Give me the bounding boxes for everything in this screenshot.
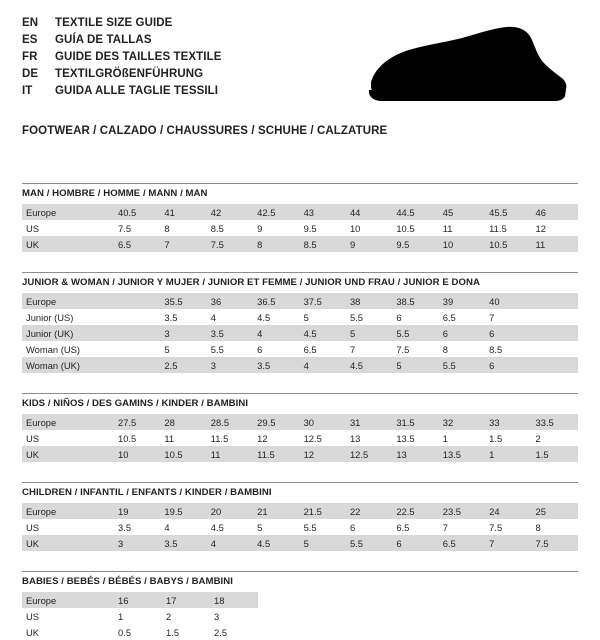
table-cell: 9 [346,236,392,252]
row-label: Europe [22,204,114,220]
category-title: FOOTWEAR / CALZADO / CHAUSSURES / SCHUHE / CALZATURE [22,125,388,137]
language-row [22,67,222,82]
table-cell: 3 [114,535,160,551]
row-label: Europe [22,592,114,608]
section-kids [22,393,578,462]
table-cell: 42.5 [253,204,299,220]
table-row [22,535,578,551]
language-code: ES [22,34,38,46]
language-title: GUIDA ALLE TAGLIE TESSILI [55,85,219,97]
table-cell: 1 [485,446,531,462]
table-cell: 5.5 [392,325,438,341]
row-label: UK [22,624,114,640]
row-label: Junior (US) [22,309,114,325]
language-row [22,16,222,31]
table-cell: 7.5 [114,220,160,236]
table-cell: 1 [114,608,162,624]
divider [22,393,578,394]
section-title: JUNIOR & WOMAN / JUNIOR Y MUJER / JUNIOR ET FEMME / JUNIOR UND FRAU / JUNIOR E DONA [22,277,480,288]
table-cell: 7 [160,236,206,252]
table-cell: 11 [439,220,485,236]
table-cell: 7 [439,519,485,535]
table-cell: 12 [253,430,299,446]
table-cell: 25 [532,503,578,519]
table-cell: 2 [532,430,578,446]
table-cell: 36.5 [253,293,299,309]
row-label: Europe [22,414,114,430]
table-cell: 3.5 [160,309,206,325]
table-cell: 8.5 [485,341,531,357]
table-cell [532,309,578,325]
language-title: GUÍA DE TALLAS [55,34,152,46]
table-cell: 1 [439,430,485,446]
table-cell: 0.5 [114,624,162,640]
table-cell: 10 [439,236,485,252]
table-cell: 10.5 [485,236,531,252]
table-cell: 24 [485,503,531,519]
table-row [22,293,578,309]
table-row [22,325,578,341]
table-cell: 12 [300,446,346,462]
table-cell: 18 [210,592,258,608]
table-cell: 4 [300,357,346,373]
language-code: IT [22,85,33,97]
language-code: EN [22,17,39,29]
table-cell: 7.5 [532,535,578,551]
table-cell [532,341,578,357]
divider [22,183,578,184]
table-cell: 6 [346,519,392,535]
table-cell: 22 [346,503,392,519]
row-label: US [22,608,114,624]
table-cell: 6 [485,325,531,341]
divider [22,272,578,273]
table-cell: 4.5 [253,309,299,325]
table-row [22,357,578,373]
section-title: MAN / HOMBRE / HOMME / MANN / MAN [22,188,208,199]
table-cell: 31 [346,414,392,430]
language-title: TEXTILGRÖßENFÜHRUNG [55,68,204,80]
table-cell: 6 [485,357,531,373]
table-cell: 37.5 [300,293,346,309]
table-cell: 30 [300,414,346,430]
table-cell: 13 [392,446,438,462]
table-cell: 35.5 [160,293,206,309]
table-row [22,309,578,325]
table-row [22,519,578,535]
table-cell: 41 [160,204,206,220]
table-cell: 6.5 [439,535,485,551]
table-cell: 21.5 [300,503,346,519]
section-junior-woman [22,272,578,373]
table-cell: 11 [160,430,206,446]
table-cell: 6 [392,309,438,325]
row-label: UK [22,446,114,462]
size-table-babies [22,592,258,640]
table-cell: 5 [160,341,206,357]
table-cell: 12.5 [346,446,392,462]
section-title: BABIES / BEBÉS / BÉBÉS / BABYS / BAMBINI [22,576,233,587]
table-cell [532,357,578,373]
section-title: CHILDREN / INFANTIL / ENFANTS / KINDER / BAMBINI [22,487,272,498]
size-table-junior-woman [22,293,578,373]
table-row [22,430,578,446]
table-cell: 7 [485,309,531,325]
row-label: UK [22,535,114,551]
language-row [22,33,222,48]
table-cell: 8 [253,236,299,252]
table-cell: 13.5 [439,446,485,462]
table-cell: 19.5 [160,503,206,519]
table-row [22,341,578,357]
table-cell: 9.5 [300,220,346,236]
table-row [22,220,578,236]
table-cell: 7.5 [392,341,438,357]
table-cell: 46 [532,204,578,220]
table-cell: 42 [207,204,253,220]
page-header [22,16,578,108]
table-cell: 4 [207,309,253,325]
table-row [22,624,258,640]
table-cell: 6.5 [114,236,160,252]
language-code: DE [22,68,39,80]
table-row [22,236,578,252]
language-title: TEXTILE SIZE GUIDE [55,17,173,29]
table-cell: 4.5 [253,535,299,551]
table-cell: 33.5 [532,414,578,430]
table-row [22,446,578,462]
table-cell: 8.5 [207,220,253,236]
table-cell: 9 [253,220,299,236]
table-cell: 6 [392,535,438,551]
table-cell: 11.5 [253,446,299,462]
section-babies [22,571,578,640]
table-cell [532,325,578,341]
table-cell: 11.5 [485,220,531,236]
table-cell: 5.5 [300,519,346,535]
divider [22,571,578,572]
row-label: Europe [22,503,114,519]
table-cell: 7 [485,535,531,551]
table-row [22,503,578,519]
table-cell: 8 [160,220,206,236]
table-cell: 36 [207,293,253,309]
section-man [22,183,578,252]
table-cell: 40 [485,293,531,309]
table-cell: 33 [485,414,531,430]
dress-shoe-icon [365,24,570,108]
size-table-man [22,204,578,252]
table-cell: 6.5 [439,309,485,325]
table-cell: 2 [162,608,210,624]
table-cell: 5.5 [346,309,392,325]
table-cell: 1.5 [162,624,210,640]
table-cell: 28.5 [207,414,253,430]
table-cell: 2.5 [210,624,258,640]
table-row [22,592,258,608]
table-cell: 3 [207,357,253,373]
table-cell: 7 [346,341,392,357]
table-row [22,608,258,624]
table-cell: 5 [300,535,346,551]
table-cell: 4.5 [300,325,346,341]
size-table-children [22,503,578,551]
table-cell: 4.5 [346,357,392,373]
table-cell [114,293,160,309]
table-cell: 32 [439,414,485,430]
table-cell: 6.5 [392,519,438,535]
table-cell: 21 [253,503,299,519]
table-cell: 10 [114,446,160,462]
table-cell: 6.5 [300,341,346,357]
row-label: US [22,220,114,236]
table-cell: 5 [392,357,438,373]
table-cell: 3 [160,325,206,341]
row-label: US [22,430,114,446]
language-title: GUIDE DES TAILLES TEXTILE [55,51,222,63]
table-cell: 11.5 [207,430,253,446]
table-cell [114,341,160,357]
table-cell: 4 [253,325,299,341]
table-cell: 1.5 [532,446,578,462]
table-cell: 8 [439,341,485,357]
table-cell: 7.5 [485,519,531,535]
table-cell: 9.5 [392,236,438,252]
table-cell: 13.5 [392,430,438,446]
table-cell [114,309,160,325]
table-cell: 31.5 [392,414,438,430]
table-row [22,204,578,220]
table-cell: 2.5 [160,357,206,373]
table-cell: 6 [439,325,485,341]
divider [22,482,578,483]
table-cell: 5 [253,519,299,535]
table-cell: 11 [532,236,578,252]
table-cell: 12.5 [300,430,346,446]
language-row [22,50,222,65]
table-cell: 28 [160,414,206,430]
table-cell: 16 [114,592,162,608]
row-label: Europe [22,293,114,309]
row-label: Woman (US) [22,341,114,357]
size-table-kids [22,414,578,462]
table-cell: 10 [346,220,392,236]
table-cell: 45.5 [485,204,531,220]
table-cell: 20 [207,503,253,519]
table-row [22,414,578,430]
section-title: KIDS / NIÑOS / DES GAMINS / KINDER / BAMBINI [22,398,249,409]
table-cell: 5 [346,325,392,341]
section-children [22,482,578,551]
table-cell: 3 [210,608,258,624]
table-cell: 12 [532,220,578,236]
table-cell: 29.5 [253,414,299,430]
table-cell: 10.5 [160,446,206,462]
table-cell [114,325,160,341]
language-row [22,84,222,99]
table-cell: 5.5 [346,535,392,551]
table-cell: 38 [346,293,392,309]
language-code: FR [22,51,38,63]
row-label: Junior (UK) [22,325,114,341]
row-label: US [22,519,114,535]
table-cell: 10.5 [392,220,438,236]
table-cell: 3.5 [253,357,299,373]
table-cell: 19 [114,503,160,519]
table-cell: 4 [160,519,206,535]
row-label: Woman (UK) [22,357,114,373]
table-cell: 17 [162,592,210,608]
table-cell: 8.5 [300,236,346,252]
table-cell: 6 [253,341,299,357]
table-cell: 5.5 [439,357,485,373]
table-cell: 40.5 [114,204,160,220]
language-list [22,16,222,99]
table-cell: 22.5 [392,503,438,519]
table-cell: 39 [439,293,485,309]
table-cell: 8 [532,519,578,535]
table-cell: 38.5 [392,293,438,309]
row-label: UK [22,236,114,252]
table-cell: 1.5 [485,430,531,446]
table-cell: 45 [439,204,485,220]
table-cell: 4.5 [207,519,253,535]
table-cell: 10.5 [114,430,160,446]
table-cell: 3.5 [160,535,206,551]
table-cell: 5.5 [207,341,253,357]
table-cell: 27.5 [114,414,160,430]
table-cell: 3.5 [114,519,160,535]
table-cell [114,357,160,373]
table-cell: 3.5 [207,325,253,341]
table-cell: 44.5 [392,204,438,220]
table-cell: 7.5 [207,236,253,252]
table-cell: 23.5 [439,503,485,519]
table-cell: 43 [300,204,346,220]
table-cell [532,293,578,309]
table-cell: 4 [207,535,253,551]
table-cell: 44 [346,204,392,220]
table-cell: 5 [300,309,346,325]
table-cell: 11 [207,446,253,462]
table-cell: 13 [346,430,392,446]
